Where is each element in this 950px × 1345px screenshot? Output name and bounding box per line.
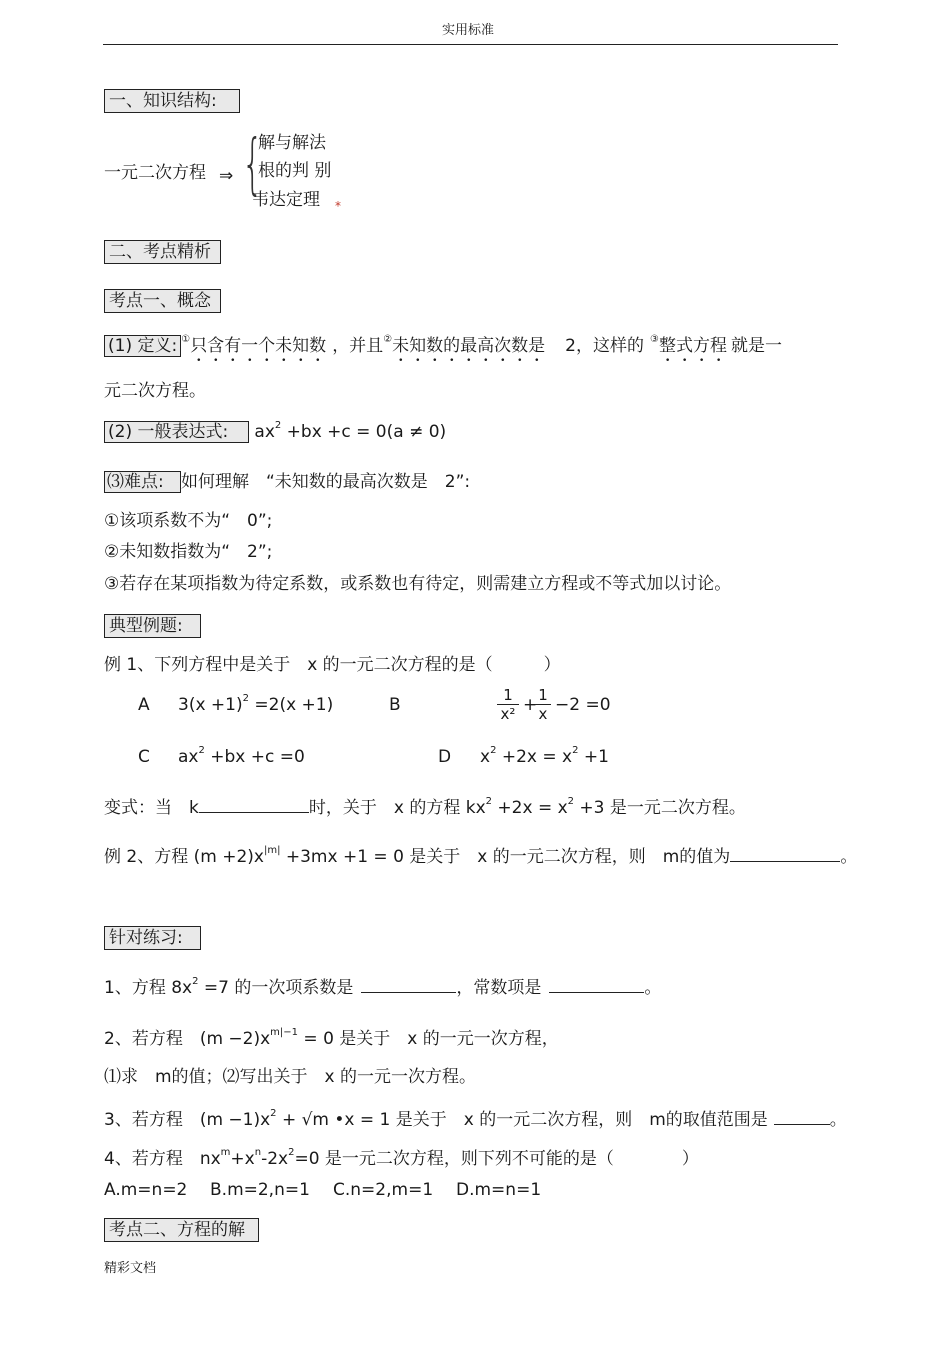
- definition-line-2: 元二次方程。: [104, 381, 206, 401]
- q1-sup: 2: [192, 976, 199, 987]
- def-text-3: 未知数的最高次数是: [392, 336, 546, 356]
- q2-pre: 2、若方程 (m −2)x: [104, 1029, 271, 1049]
- option-a-post: =2(x +1): [248, 695, 334, 715]
- asterisk-mark: *: [335, 199, 341, 213]
- general-form-sup: 2: [274, 420, 282, 431]
- page-header-title: 实用标准: [442, 23, 495, 38]
- general-form-label: (2) 一般表达式:: [104, 421, 249, 443]
- q1-end: 。: [644, 978, 662, 998]
- example-2-post: +3mx +1 = 0 是关于 x 的一元二次方程，则 m的值为: [280, 847, 731, 867]
- structure-item-discriminant: 根的判 别: [258, 161, 332, 181]
- q3-blank[interactable]: [774, 1110, 830, 1125]
- kp1-heading: 考点一、概念: [104, 289, 221, 313]
- option-d-pre: x: [480, 747, 491, 767]
- option-a-sup: 2: [242, 693, 249, 704]
- variant-blank[interactable]: [199, 798, 309, 813]
- general-form-line: [104, 421, 446, 443]
- kp2-heading: 考点二、方程的解: [104, 1218, 259, 1242]
- practice-q1: [104, 978, 661, 999]
- option-a-pre: 3(x +1): [178, 695, 243, 715]
- option-d-post: +1: [578, 747, 609, 767]
- variant-sup1: 2: [485, 796, 493, 807]
- difficulty-line: [104, 471, 470, 493]
- q4-mid: +x: [230, 1149, 255, 1169]
- definition-line: [104, 335, 782, 366]
- def-text-4: 2，这样的: [565, 336, 644, 356]
- q4-pre: 4、若方程 nx: [104, 1149, 221, 1169]
- option-d-sup1: 2: [490, 745, 497, 756]
- def-text-6: 就是一: [730, 336, 782, 356]
- practice-q2: [104, 1027, 559, 1050]
- def-text-1: 只含有一个未知数: [190, 336, 327, 356]
- example-1: 例 1、下列方程中是关于 x 的一元二次方程的是（ ）: [104, 655, 561, 675]
- circle-1: ①: [181, 334, 191, 345]
- q3-sup: 2: [270, 1108, 277, 1119]
- q1-mid: =7 的一次项系数是: [198, 978, 354, 998]
- practice-q3: [104, 1110, 847, 1131]
- difficulty-label: ⑶难点:: [104, 471, 181, 493]
- example-2-blank[interactable]: [730, 847, 840, 862]
- def-text-5: 整式方程: [658, 336, 727, 356]
- option-c-post: +bx +c =0: [204, 747, 305, 767]
- structure-item-vieta: 韦达定理: [252, 190, 320, 210]
- fraction-1: [497, 686, 519, 723]
- structure-item-solutions: 解与解法: [258, 133, 326, 153]
- topic-label: 一元二次方程: [104, 163, 206, 183]
- option-b-label: B: [389, 695, 401, 715]
- circle-3: ③: [649, 334, 659, 345]
- definition-label: (1) 定义:: [104, 335, 181, 357]
- point-3: ③若存在某项指数为待定系数，或系数也有待定，则需建立方程或不等式加以讨论。: [104, 574, 732, 594]
- option-d-label: D: [438, 747, 452, 767]
- variant-mid2: +2x = x: [492, 798, 568, 818]
- option-d-expr: [480, 745, 609, 768]
- option-d-mid: +2x = x: [496, 747, 573, 767]
- page-footer-label: 精彩文档: [104, 1261, 157, 1276]
- q3-pre: 3、若方程 (m −1)x: [104, 1110, 271, 1130]
- option-a-label: A: [138, 695, 150, 715]
- implies-arrow: ⇒: [219, 166, 234, 186]
- option-d-sup2: 2: [572, 745, 579, 756]
- brace-icon: {: [242, 125, 263, 202]
- example-2: [104, 847, 857, 868]
- q2-sup: m|−1: [270, 1027, 299, 1038]
- fraction-1-den: x²: [500, 705, 516, 723]
- option-a-expr: [178, 693, 334, 716]
- option-c-pre: ax: [178, 747, 199, 767]
- example-2-end: 。: [840, 847, 858, 867]
- option-c-label: C: [138, 747, 150, 767]
- general-form-a: ax: [254, 422, 275, 442]
- q4-option-c: C.n=2,m=1: [333, 1180, 434, 1200]
- general-form-rest: +bx +c = 0(a ≠ 0): [281, 422, 447, 442]
- example-2-pre: 例 2、方程 (m +2)x: [104, 847, 264, 867]
- q4-option-b: B.m=2,n=1: [210, 1180, 310, 1200]
- fraction-2-num: 1: [535, 686, 551, 705]
- variant-post: +3 是一元二次方程。: [574, 798, 746, 818]
- example-2-sup: |m|: [263, 845, 281, 856]
- q1-mid2: ，常数项是: [456, 978, 542, 998]
- option-b-tail: −2 =0: [555, 695, 611, 715]
- q4-mid2: -2x: [261, 1149, 289, 1169]
- q1-blank-1[interactable]: [361, 978, 456, 993]
- difficulty-text: 如何理解 “未知数的最高次数是 2”:: [181, 472, 471, 492]
- variant-question: [104, 798, 746, 819]
- fraction-1-num: 1: [497, 686, 519, 705]
- def-text-2: ，并且: [332, 336, 384, 356]
- q4-sup1: m: [220, 1147, 231, 1158]
- q4-sup2: n: [254, 1147, 262, 1158]
- examples-heading: 典型例题:: [104, 614, 201, 638]
- q4-sup3: 2: [288, 1147, 295, 1158]
- q4-option-a: A.m=n=2: [104, 1180, 188, 1200]
- variant-sup2: 2: [567, 796, 575, 807]
- section-heading-structure: 一、知识结构:: [104, 89, 240, 113]
- option-c-sup: 2: [198, 745, 205, 756]
- section-heading-analysis: 二、考点精析: [104, 240, 221, 264]
- variant-mid: 时，关于 x 的方程 kx: [308, 798, 486, 818]
- point-2: ②未知数指数为“ 2”;: [104, 542, 273, 562]
- option-c-expr: [178, 745, 305, 768]
- practice-heading: 针对练习:: [104, 926, 201, 950]
- header-rule: [103, 44, 838, 45]
- q3-end: 。: [829, 1110, 847, 1130]
- q4-post: =0 是一元二次方程，则下列不可能的是（ ）: [294, 1149, 699, 1169]
- circle-2: ②: [383, 334, 393, 345]
- practice-q4: [104, 1147, 699, 1170]
- option-b-plus: +: [523, 695, 538, 715]
- q3-post: + √m •x = 1 是关于 x 的一元二次方程，则 m的取值范围是: [276, 1110, 768, 1130]
- fraction-2-den: x: [538, 705, 548, 723]
- q4-option-d: D.m=n=1: [456, 1180, 542, 1200]
- q1-blank-2[interactable]: [549, 978, 644, 993]
- q2-post: = 0 是关于 x 的一元一次方程，: [298, 1029, 559, 1049]
- q1-pre: 1、方程 8x: [104, 978, 193, 998]
- variant-pre: 变式：当 k: [104, 798, 199, 818]
- practice-q2-line2: ⑴求 m的值；⑵写出关于 x 的一元一次方程。: [104, 1067, 477, 1087]
- point-1: ①该项系数不为“ 0”;: [104, 511, 273, 531]
- fraction-2: [535, 686, 551, 723]
